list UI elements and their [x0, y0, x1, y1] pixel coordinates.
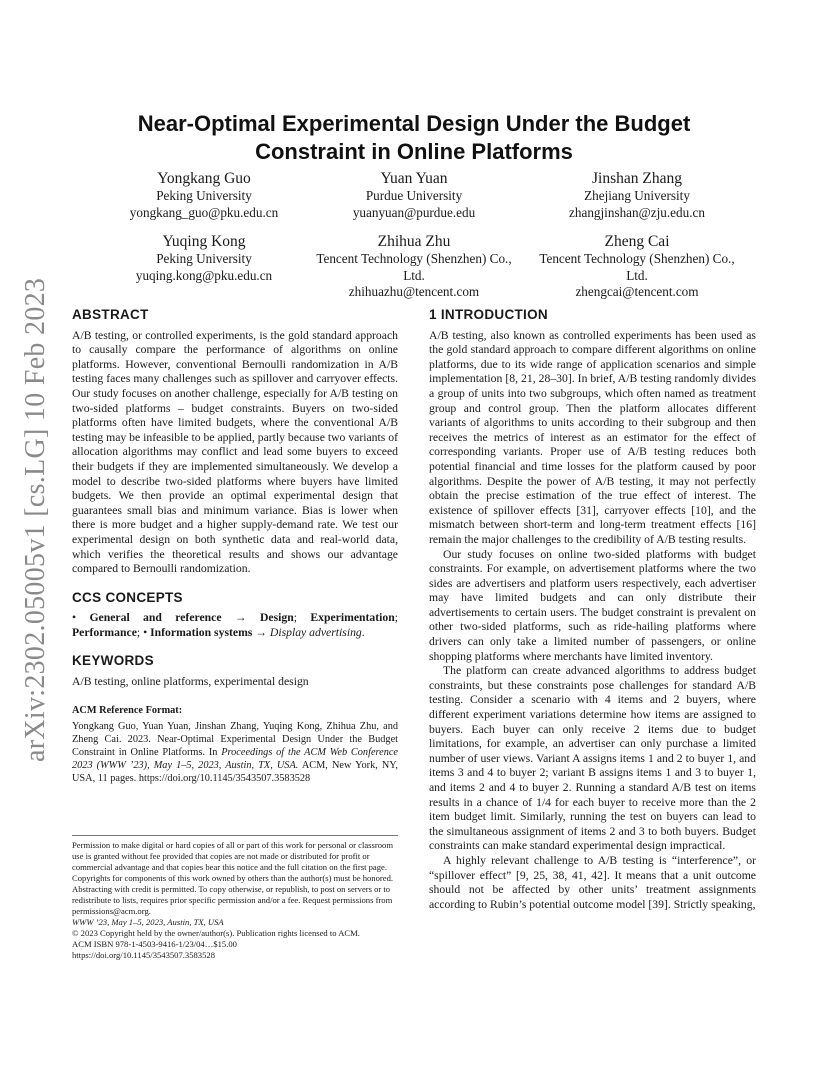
ccs-separator: ; — [394, 611, 398, 625]
ccs-bullet: ; • — [136, 625, 151, 639]
author-affiliation: Peking University — [156, 188, 252, 203]
author-name: Zheng Cai — [604, 233, 670, 250]
author-name: Yongkang Guo — [157, 170, 251, 187]
intro-paragraph-2: Our study focuses on online two-sided platforms with budget constraints. For example, on advertisement platforms where the two sides are advertisers and platform users respectively, each advertiser may have limited budgets and can only distribute their advertisements to certain users. The budget constraint is prevalent on other two-sided platforms, such as ride-hailing platforms where drivers can only take a limited number of passengers, or online shopping platforms where merchants have limited inventory. — [429, 547, 756, 663]
author-name: Yuqing Kong — [162, 233, 246, 250]
keywords-text: A/B testing, online platforms, experimental design — [72, 675, 309, 689]
copyright-line: © 2023 Copyright held by the owner/author(s). Publication rights licensed to ACM. — [72, 928, 360, 938]
author-block-4 — [89, 232, 319, 284]
isbn-line: ACM ISBN 978-1-4503-9416-1/23/04…$15.00 — [72, 939, 237, 949]
author-email: zhangjinshan@zju.edu.cn — [569, 204, 705, 220]
ccs-heading: CCS CONCEPTS — [72, 589, 183, 605]
arxiv-identifier: arXiv:2302.05005v1 [cs.LG] 10 Feb 2023 — [20, 277, 51, 762]
author-email: zhengcai@tencent.com — [575, 284, 699, 299]
author-block-6 — [522, 232, 752, 301]
author-affiliation-line-2: Ltd. — [626, 267, 648, 283]
author-block-2 — [299, 169, 529, 221]
author-affiliation: Zhejiang University — [584, 188, 690, 203]
author-email: zhihuazhu@tencent.com — [348, 284, 480, 299]
author-name: Zhihua Zhu — [377, 233, 451, 250]
keywords-heading: KEYWORDS — [72, 653, 154, 669]
author-affiliation: Purdue University — [365, 188, 463, 203]
footnote-divider — [72, 835, 398, 836]
introduction-heading: 1 INTRODUCTION — [429, 307, 548, 322]
acm-reference-heading: ACM Reference Format: — [72, 704, 183, 716]
intro-paragraph-4: A highly relevant challenge to A/B testing is “interference”, or “spillover effect” [9, 25, 38, 41, 42]. It means that a unit outcome should not be affected by other units’ treatment assignments according to Rubin’s potential outcome model [39]. Strictly speaking, — [429, 853, 756, 911]
author-block-5 — [299, 232, 529, 301]
ccs-concept: Experimentation — [310, 611, 395, 625]
ccs-arrow: → — [221, 611, 260, 625]
author-block-3 — [522, 169, 752, 221]
permission-notice: Permission to make digital or hard copies of all or part of this work for personal or classroom use is granted without fee provided that copies are not made or distributed for profit or commercial advantage and that copies bear this notice and the full citation on the first page. Copyrights for components of this work owned by others than the author(s) must be honored. Abstracting with credit is permitted. To copy otherwise, or republish, to post on servers or to redistribute to lists, requires prior specific permission and/or a fee. Request permissions from permissions@acm.org. — [72, 840, 394, 916]
conference-line: WWW ’23, May 1–5, 2023, Austin, TX, USA — [72, 917, 224, 927]
author-email: yongkang_guo@pku.edu.cn — [129, 204, 279, 220]
ccs-concept: Performance — [72, 625, 137, 639]
right-column — [429, 308, 756, 912]
intro-paragraph-1: A/B testing, also known as controlled experiments has been used as the gold standard approach to compare different algorithms on online platforms, due to its wide range of application scenarios and simple implementation [8, 21, 28–30]. In brief, A/B testing randomly divides a group of units into two subgroups, which often named as treatment group and control group. Then the platform allocates different variants of algorithms to units according to their subgroup and then receives the metrics of interest as an estimator for the effect of corresponding variants. Proper use of A/B testing reduces both potential financial and time losses for the platform caused by poor algorithms. Despite the power of A/B testing, it may not perfectly obtain the precise estimation of the true effect of interest. The existence of spillover effects [31], carryover effects [10], and the mismatch between short-term and long-term treatment effects [16] remain the major challenges to the credibility of A/B testing results. — [429, 328, 756, 546]
author-email: yuqing.kong@pku.edu.cn — [135, 267, 273, 283]
author-name: Jinshan Zhang — [592, 170, 682, 187]
author-name: Yuan Yuan — [380, 170, 448, 187]
ccs-end: . — [361, 625, 365, 639]
author-affiliation: Tencent Technology (Shenzhen) Co., — [539, 251, 735, 266]
copyright-footnote — [72, 840, 398, 961]
acm-reference — [72, 704, 398, 786]
author-affiliation: Peking University — [156, 251, 252, 266]
ccs-arrow: → — [252, 625, 270, 639]
ccs-concept: Design — [259, 611, 294, 625]
ccs-concept: Display advertising — [269, 625, 362, 639]
acm-reference-venue: Proceedings of the ACM Web Conference 2023 (WWW ’23), May 1–5, 2023, Austin, TX, USA. — [72, 747, 398, 772]
abstract-text: A/B testing, or controlled experiments, is the gold standard approach to causally compare the performance of algorithms on online platforms. However, conventional Bernoulli randomization in A/B testing faces many challenges such as spillover and carryover effects. Our study focuses on another challenge, especially for A/B testing on two-sided platforms – budget constraints. Buyers on two-sided platforms often have limited budgets, where the conventional A/B testing may be infeasible to be applied, partly because two variants of allocation algorithms may conflict and lead some buyers to exceed their budgets if they are implemented simultaneously. We develop a model to describe two-sided platforms where buyers have limited budgets. We then provide an optimal experimental design that guarantees small bias and minimum variance. Bias is lower when there is more budget and a higher supply-demand rate. We test our experimental design on both synthetic data and real-world data, which verifies the theoretical results and shows our advantage compared to Bernoulli randomization. — [72, 328, 398, 576]
paper-title: Near-Optimal Experimental Design Under the Budget Constraint in Online Platforms — [137, 111, 691, 164]
acm-reference-publisher: ACM, New York, NY, USA, 11 pages. https://doi.org/10.1145/3543507.3583528 — [72, 760, 398, 785]
intro-paragraph-3: The platform can create advanced algorithms to address budget constraints, but these constraints pose challenges for standard A/B testing. Consider a scenario with 4 items and 2 buyers, where different experiment variations determine how items are assigned to buyers. Each buyer can only receive 2 items due to budget limitations, for example, an advertiser can only purchase a limited number of user views. Variant A assigns items 1 and 2 to buyer 1, and items 3 and 4 to buyer 2; variant B assigns items 1 and 3 to buyer 1, and items 2 and 4 to buyer 2. Running a standard A/B test on items results in a chance of 1/4 for each buyer to receive more than the 2 item budget limit. Similarly, running the test on buyers can lead to the simultaneous assignment of items 2 and 3 to both buyers. Budget constraints can make standard experimental design impractical. — [429, 664, 756, 853]
ccs-separator: ; — [293, 611, 311, 625]
author-affiliation-line-2: Ltd. — [403, 267, 425, 283]
acm-reference-authors: Yongkang Guo, Yuan Yuan, Jinshan Zhang, Yuqing Kong, Zhihua Zhu, and Zheng Cai. 2023. Near-Optimal Experimental Design Under the Budget Constraint in Online Platforms. In — [72, 721, 398, 759]
author-affiliation: Tencent Technology (Shenzhen) Co., — [316, 251, 512, 266]
doi-line: https://doi.org/10.1145/3543507.3583528 — [72, 950, 215, 960]
abstract-heading: ABSTRACT — [72, 307, 149, 322]
acm-reference-text — [72, 720, 398, 785]
author-email: yuanyuan@purdue.edu — [352, 204, 476, 220]
left-column — [72, 308, 398, 785]
ccs-concept: General and reference — [89, 611, 222, 625]
author-block-1 — [89, 169, 319, 221]
ccs-concepts — [72, 611, 398, 640]
ccs-concept: Information systems — [150, 625, 253, 639]
ccs-bullet: • — [72, 611, 90, 625]
